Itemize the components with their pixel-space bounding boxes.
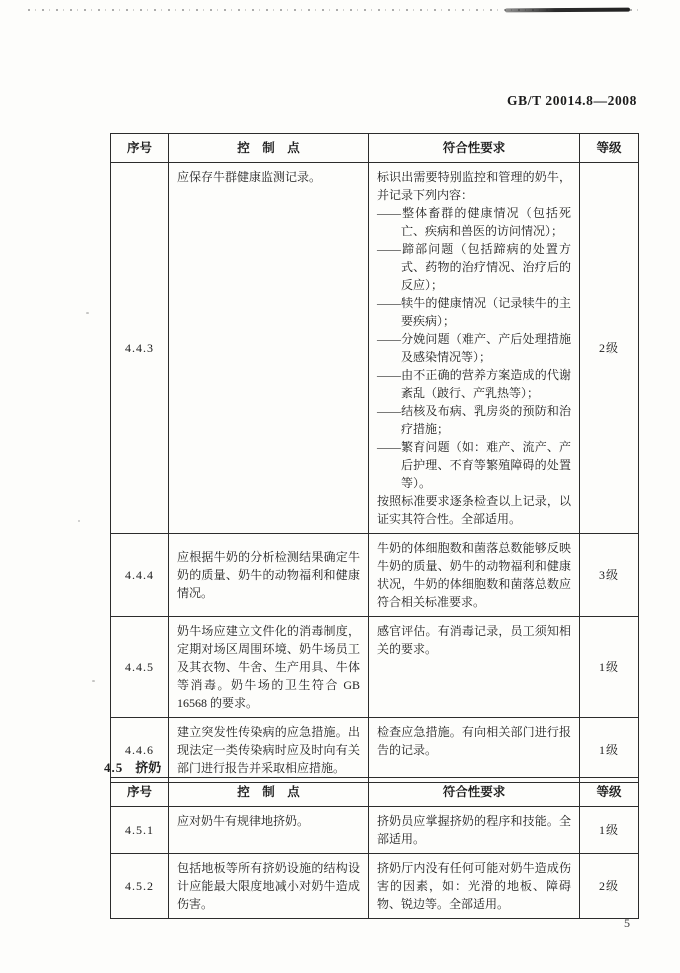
- control-table-1: [110, 133, 638, 783]
- requirement-item: ——犊牛的健康情况（记录犊牛的主要疾病）；: [377, 296, 571, 328]
- scan-artifact-streak: [505, 8, 630, 13]
- grade-cell: 2级: [580, 854, 639, 919]
- grade-cell: 2级: [580, 163, 639, 534]
- section-title: 挤奶: [135, 760, 162, 775]
- table-row-4-5-1: [111, 807, 639, 854]
- table-row-4-4-6: [111, 718, 639, 783]
- scan-speck: [86, 312, 89, 314]
- control-point-cell: 应保存牛群健康监测记录。: [169, 163, 369, 534]
- table-row-4-4-3: [111, 163, 639, 534]
- requirement-cell: 牛奶的体细胞数和菌落总数能够反映牛奶的质量、奶牛的动物福利和健康状况，牛奶的体细胞数和菌落总数应符合相关标准要求。: [369, 534, 580, 617]
- control-point-cell: 奶牛场应建立文件化的消毒制度，定期对场区周围环境、奶牛场员工及其衣物、牛舍、生产用具、牛体等消毒。奶牛场的卫生符合 GB 16568 的要求。: [169, 617, 369, 718]
- requirement-item: ——整体畜群的健康情况（包括死亡、疾病和兽医的访问情况）；: [377, 206, 571, 238]
- requirement-item: ——蹄部问题（包括蹄病的处置方式、药物的治疗情况、治疗后的反应）；: [377, 242, 571, 292]
- grade-cell: 1级: [580, 617, 639, 718]
- requirement-cell: 感官评估。有消毒记录，员工须知相关的要求。: [369, 617, 580, 718]
- section-heading: [104, 757, 161, 776]
- requirement-outro: 按照标准要求逐条检查以上记录，以证实其符合性。全部适用。: [377, 494, 571, 526]
- control-table-2: [110, 777, 638, 919]
- seq-cell: 4.4.4: [111, 534, 169, 617]
- seq-cell: 4.5.1: [111, 807, 169, 854]
- column-header-control-point: 控 制 点: [169, 134, 369, 163]
- table2-header-row: [111, 778, 639, 807]
- requirement-cell: 挤奶厅内没有任何可能对奶牛造成伤害的因素，如：光滑的地板、障碍物、锐边等。全部适用。: [369, 854, 580, 919]
- table1-header-row: [111, 134, 639, 163]
- section-number: 4.5: [104, 760, 124, 775]
- standard-code: GB/T 20014.8—2008: [507, 93, 637, 108]
- control-point-cell: 应对奶牛有规律地挤奶。: [169, 807, 369, 854]
- column-header-seq: 序号: [111, 134, 169, 163]
- requirement-item: ——分娩问题（难产、产后处理措施及感染情况等）；: [377, 332, 571, 364]
- control-point-cell: 建立突发性传染病的应急措施。出现法定一类传染病时应及时向有关部门进行报告并采取相应措施。: [169, 718, 369, 783]
- control-point-cell: 包括地板等所有挤奶设施的结构设计应能最大限度地减小对奶牛造成伤害。: [169, 854, 369, 919]
- column-header-grade: 等级: [580, 778, 639, 807]
- control-point-cell: 应根据牛奶的分析检测结果确定牛奶的质量、奶牛的动物福利和健康情况。: [169, 534, 369, 617]
- seq-cell: 4.4.6: [111, 718, 169, 783]
- table-row-4-5-2: [111, 854, 639, 919]
- column-header-grade: 等级: [580, 134, 639, 163]
- requirement-cell: [369, 163, 580, 534]
- column-header-requirement: 符合性要求: [369, 778, 580, 807]
- column-header-requirement: 符合性要求: [369, 134, 580, 163]
- requirement-intro: 标识出需要特别监控和管理的奶牛，并记录下列内容：: [377, 170, 571, 202]
- table-row-4-4-4: [111, 534, 639, 617]
- table-row-4-4-5: [111, 617, 639, 718]
- page-number: 5: [624, 916, 630, 930]
- grade-cell: 1级: [580, 718, 639, 783]
- scan-speck: [78, 520, 80, 522]
- requirement-item: ——繁育问题（如：难产、流产、产后护理、不育等繁殖障碍的处置等）。: [377, 440, 571, 490]
- grade-cell: 3级: [580, 534, 639, 617]
- seq-cell: 4.5.2: [111, 854, 169, 919]
- grade-cell: 1级: [580, 807, 639, 854]
- seq-cell: 4.4.3: [111, 163, 169, 534]
- seq-cell: 4.4.5: [111, 617, 169, 718]
- requirement-cell: 挤奶员应掌握挤奶的程序和技能。全部适用。: [369, 807, 580, 854]
- column-header-control-point: 控 制 点: [169, 778, 369, 807]
- requirement-item: ——由不正确的营养方案造成的代谢紊乱（跛行、产乳热等）；: [377, 368, 571, 400]
- scan-speck: [92, 680, 95, 682]
- column-header-seq: 序号: [111, 778, 169, 807]
- requirement-item: ——结核及布病、乳房炎的预防和治疗措施；: [377, 404, 571, 436]
- requirement-cell: 检查应急措施。有向相关部门进行报告的记录。: [369, 718, 580, 783]
